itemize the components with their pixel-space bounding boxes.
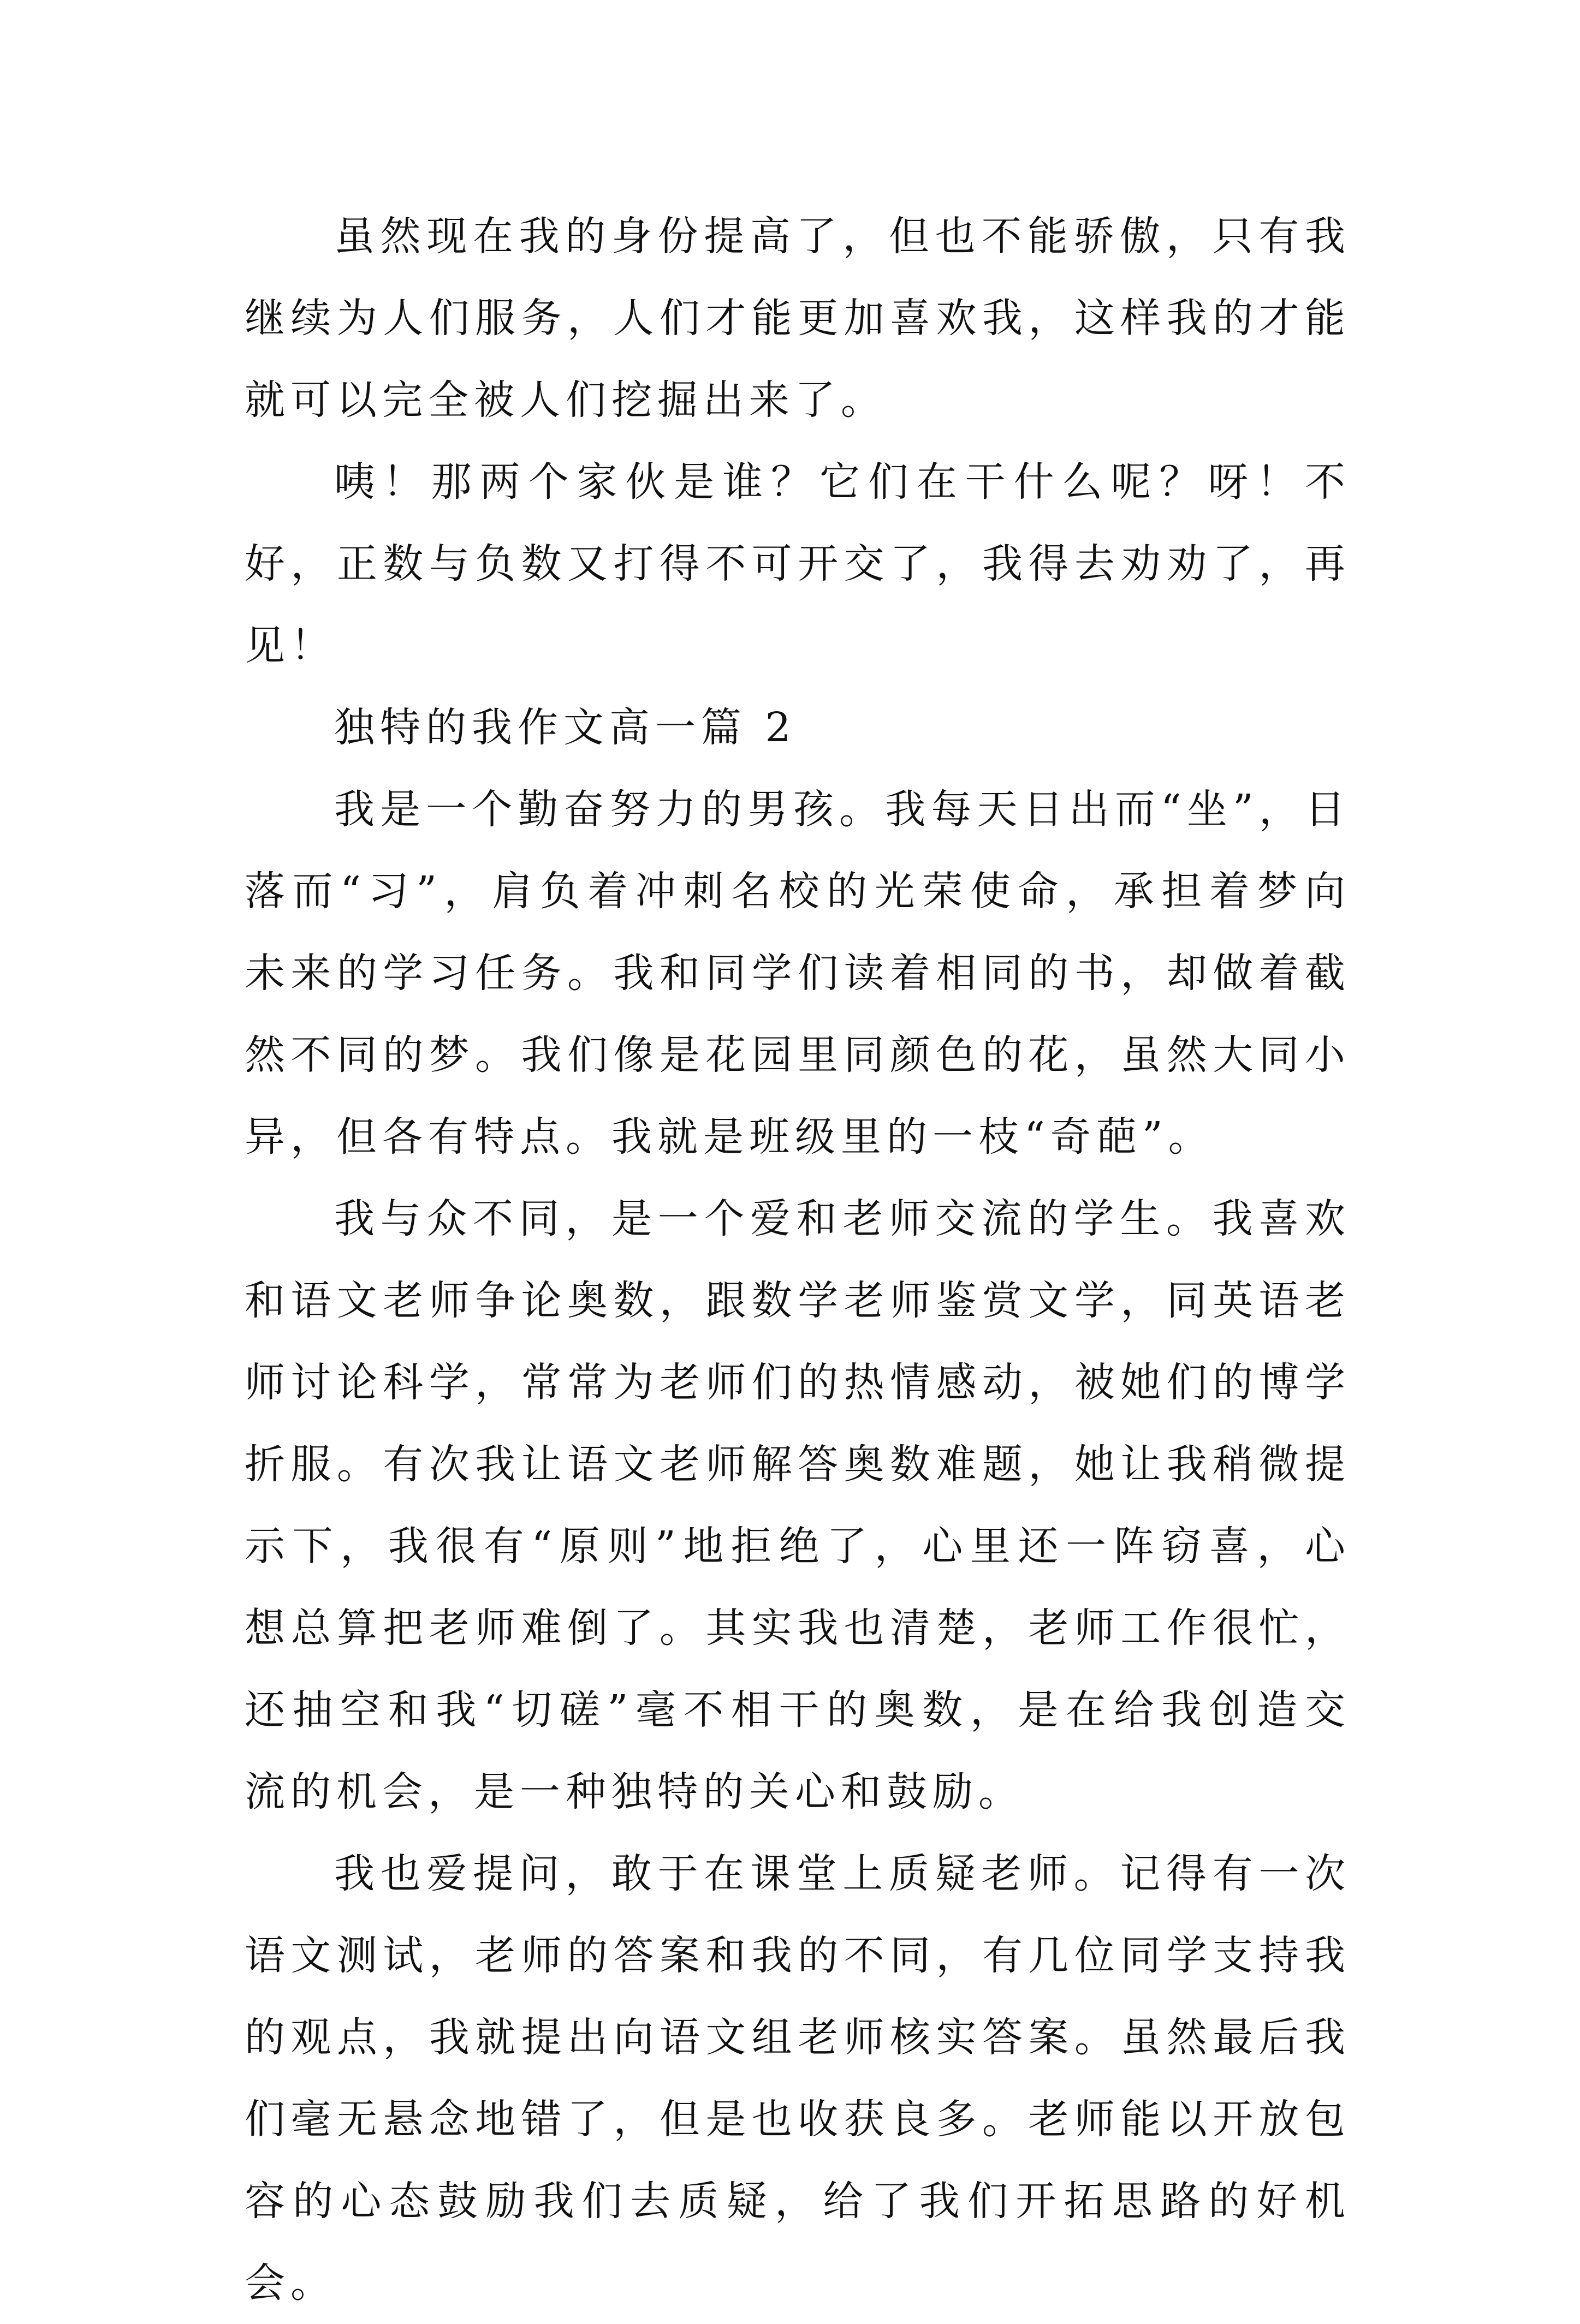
section-heading: 独特的我作文高一篇 2 xyxy=(334,704,797,751)
paragraph-4: 我与众不同，是一个爱和老师交流的学生。我喜欢和语文老师争论奥数，跟数学老师鉴赏文学，同英语老师讨论科学，常常为老师们的热情感动，被她们的博学折服。有次我让语文老师解答奥数难题，她让我稍微提示下，我很有“原则”地拒绝了，心里还一阵窃喜，心想总算把老师难倒了。其实我也清楚，老师工作很忙，还抽空和我“切磋”毫不相干的奥数，是在给我创造交流的机会，是一种独特的关心和鼓励。 xyxy=(245,1195,1351,1815)
paragraph-2: 咦！那两个家伙是谁？它们在干什么呢？呀！不好，正数与负数又打得不可开交了，我得去劝劝了，再见！ xyxy=(245,458,1351,669)
paragraph-3: 我是一个勤奋努力的男孩。我每天日出而“坐”，日落而“习”，肩负着冲刺名校的光荣使命，承担着梦向未来的学习任务。我和同学们读着相同的书，却做着截然不同的梦。我们像是花园里同颜色的花，虽然大同小异，但各有特点。我就是班级里的一枝“奇葩”。 xyxy=(245,786,1351,1160)
paragraph-5: 我也爱提问，敢于在课堂上质疑老师。记得有一次语文测试，老师的答案和我的不同，有几位同学支持我的观点，我就提出向语文组老师核实答案。虽然最后我们毫无悬念地错了，但是也收获良多。老师能以开放包容的心态鼓励我们去质疑，给了我们开拓思路的好机会。 xyxy=(245,1850,1351,2307)
paragraph-1: 虽然现在我的身份提高了，但也不能骄傲，只有我继续为人们服务，人们才能更加喜欢我，这样我的才能就可以完全被人们挖掘出来了。 xyxy=(245,213,1351,424)
